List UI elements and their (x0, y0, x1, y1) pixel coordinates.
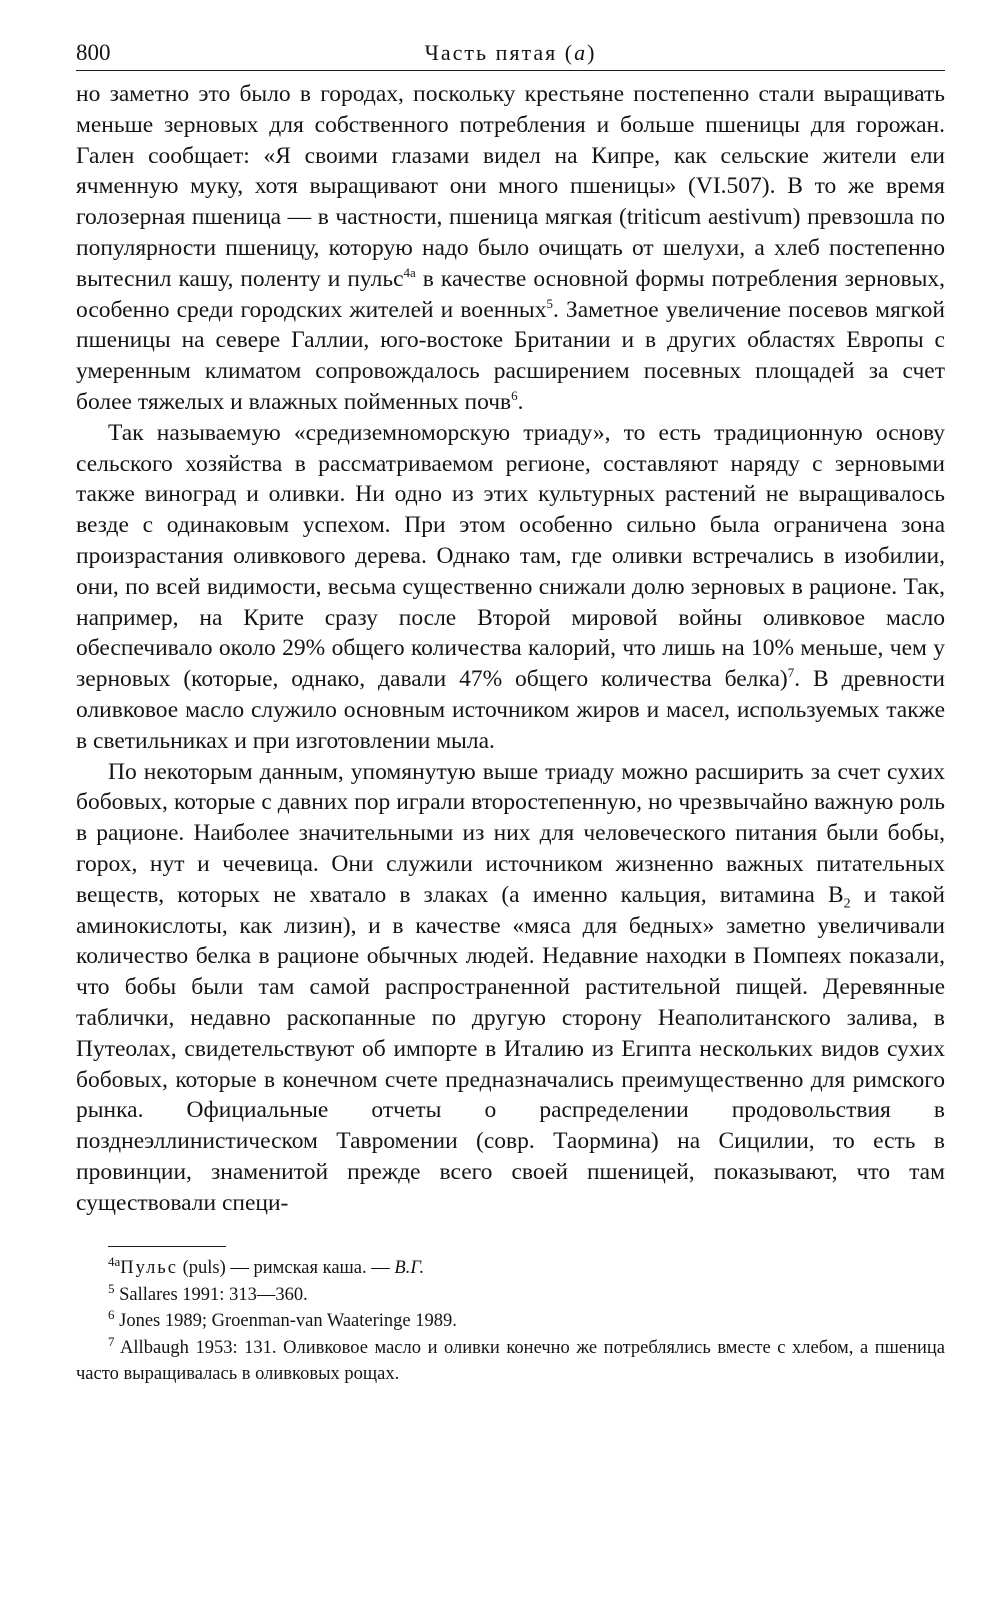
subscript: 2 (843, 896, 851, 912)
footnote-mark: 7 (108, 1333, 115, 1349)
footnote-text: Allbaugh 1953: 131. Оливковое масло и оливки конечно же потреблялись вместе с хлебом, а пшеница часто выращивалась в оливковых рощах. (76, 1337, 945, 1385)
footnotes (76, 1255, 945, 1388)
footnote-ref: 7 (787, 665, 795, 681)
section-title-close: ) (587, 40, 597, 65)
footnote (76, 1335, 945, 1388)
footnote-ref: 6 (511, 388, 518, 404)
footnote-mark: 5 (108, 1280, 115, 1296)
footnote-separator (108, 1246, 226, 1247)
body-text (76, 79, 945, 1218)
text-run: . (517, 388, 524, 415)
footnote (76, 1255, 945, 1282)
text-run: в качестве основной формы потребления зерновых, особенно среди городских жителей и военных (76, 265, 945, 323)
footnote-text: Sallares 1991: 313—360. (114, 1284, 308, 1305)
footnote-mark: 4a (108, 1254, 121, 1270)
footnote-term: Пульс (120, 1258, 178, 1279)
text-run: но заметно это было в городах, поскольку крестьяне постепенно стали выращивать меньше зерновых для собственного потребления и больше пшеницы для горожан. Гален сообщает: «Я своими глазами видел на Кипре, как сельские жители ели ячменную муку, хотя выращивают они много пшеницы» (VI.507). В то же время голозерная пшеница — в частности, пшеница мягкая (triticum aestivum) превзошла по популярности пшеницу, которую надо было очищать от шелухи, а хлеб постепенно вытеснил кашу, поленту и пульс (76, 81, 945, 292)
footnote (76, 1282, 945, 1309)
book-page (76, 34, 945, 1388)
text-run: По некоторым данным, упомянутую выше триаду можно расширить за счет сухих бобовых, которые с давних пор играли второстепенную, но чрезвычайно важную роль в рационе. Наиболее значительными из них для человеческого питания были бобы, горох, нут и чечевица. Они служили источником жизненно важных питательных веществ, которых не хватало в злаках (а именно кальция, витамина B (76, 758, 945, 908)
text-run: . В древности оливковое масло служило основным источником жиров и масел, используемых также в светильниках и при изготовлении мыла. (76, 666, 945, 754)
section-title-main: Часть пятая ( (424, 40, 575, 65)
text-run: и такой аминокислоты, как лизин), и в качестве «мяса для бедных» заметно увеличивали количество белка в рационе обычных людей. Недавние находки в Помпеях показали, что бобы были там самой распространенной растительной пищей. Деревянные таблички, недавно раскопанные по другую сторону Неаполитанского залива, в Путеолах, свидетельствуют об импорте в Италию из Египта нескольких видов сухих бобовых, которые в конечном счете предназначались преимущественно для римского рынка. Официальные отчеты о распределении продовольствия в позднеэллинистическом Тавромении (совр. Таормина) на Сицилии, то есть в провинции, знаменитой прежде всего своей пшеницей, показывают, что там существовали специ- (76, 881, 945, 1216)
section-title (76, 40, 945, 66)
footnote-text: Jones 1989; Groenman-van Waateringe 1989. (114, 1311, 457, 1332)
page-number: 800 (76, 40, 111, 65)
footnote-attribution: В.Г. (394, 1258, 425, 1279)
running-head (76, 34, 945, 71)
footnote-text: (puls) — римская каша. — (177, 1258, 395, 1279)
text-run: Так называемую «средиземноморскую триаду», то есть традиционную основу сельского хозяйства в рассматриваемом регионе, составляют наряду с зерновыми также виноград и оливки. Ни одно из этих культурных растений не выращивалось везде с одинаковым успехом. При этом особенно сильно была ограничена зона произрастания оливкового дерева. Однако там, где оливки встречались в изобилии, они, по всей видимости, весьма существенно снижали долю зерновых в рационе. Так, например, на Крите сразу после Второй мировой войны оливковое масло обеспечивало около 29% общего количества калорий, что лишь на 10% меньше, чем у зерновых (которые, однако, давали 47% общего количества белка) (76, 419, 945, 693)
paragraph (76, 757, 945, 1219)
footnote-mark: 6 (108, 1307, 115, 1323)
footnote-ref: 4a (403, 264, 416, 280)
paragraph (76, 79, 945, 418)
text-run: . Заметное увеличение посевов мягкой пшеницы на севере Галлии, юго-востоке Британии и в других областях Европы с умеренным климатом сопровождалось расширением посевных площадей за счет более тяжелых и влажных пойменных почв (76, 296, 945, 415)
footnote-ref: 5 (546, 295, 553, 311)
paragraph (76, 418, 945, 757)
footnote (76, 1308, 945, 1335)
section-title-italic: a (574, 40, 588, 65)
